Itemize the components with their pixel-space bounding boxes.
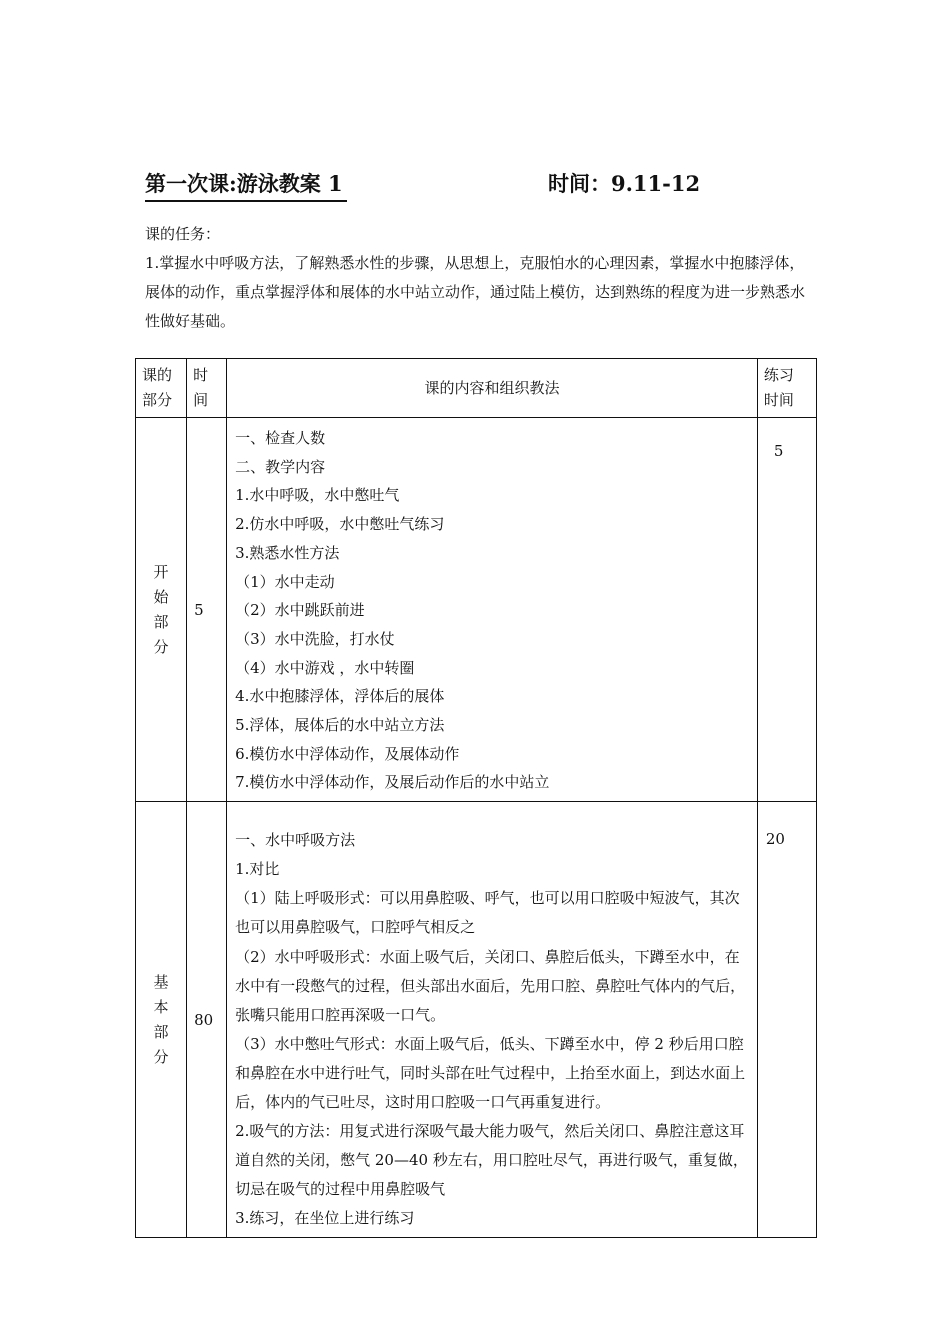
lesson-task [145,220,815,336]
part-label-start [136,418,187,802]
content-line: （1）陆上呼吸形式：可以用鼻腔吸、呼气，也可以用口腔吸中短波气，其次也可以用鼻腔吸气，口腔呼气相反之 [235,889,740,937]
header-practice-line: 时间 [763,391,794,409]
task-text: 1.掌握水中呼吸方法，了解熟悉水性的步骤，从思想上，克服怕水的心理因素，掌握水中抱膝浮体，展体的动作，重点掌握浮体和展体的水中站立动作，通过陆上模仿，达到熟练的程度为进一步熟悉水性做好基础。 [145,254,806,330]
content-line: （4）水中游戏 ，水中转圈 [235,658,415,677]
content-line: （3）水中憋吐气形式：水面上吸气后，低头、下蹲至水中，停 2 秒后用口腔和鼻腔在水中进行吐气，同时头部在吐气过程中，上抬至水面上，到达水面上后，体内的气已吐尽，这时用口腔吸一口气再重复进行。 [235,1034,746,1111]
content-line: 一、检查人数 [235,429,326,447]
header-time [187,359,227,418]
table-row-start [136,418,817,802]
practice-start [757,418,816,802]
part-char: 本 [153,997,169,1016]
header-time-line: 时 [193,366,209,384]
part-char: 部 [153,612,169,631]
part-char: 开 [153,562,169,581]
content-line: 2.吸气的方法：用复式进行深吸气最大能力吸气，然后关闭口、鼻腔注意这耳道自然的关闭，憋气 20—40 秒左右，用口腔吐尽气，再进行吸气，重复做，切忌在吸气的过程中用鼻腔吸气 [235,1122,748,1199]
content-line: 4.水中抱膝浮体，浮体后的展体 [235,687,445,706]
lesson-table [135,358,817,1238]
part-char: 分 [153,1047,169,1066]
lesson-title: 第一次课:游泳教案 1 [145,168,347,202]
table-header-row [136,359,817,418]
part-char: 部 [153,1022,169,1041]
part-label-basic [136,802,187,1238]
part-char: 基 [153,972,169,991]
header-part-line: 课的 [142,366,173,384]
content-line: 6.模仿水中浮体动作，及展体动作 [235,744,460,763]
time-basic: 80 [187,802,227,1238]
content-line: 2.仿水中呼吸，水中憋吐气练习 [235,515,445,534]
time-start: 5 [187,418,227,802]
content-line: （1）水中走动 [235,572,335,591]
content-line: 1.水中呼吸，水中憋吐气 [235,486,400,505]
content-line: （2）水中呼吸形式：水面上吸气后，关闭口、鼻腔后低头，下蹲至水中，在水中有一段憋气的过程，但头部出水面后，先用口腔、鼻腔吐气体内的气后，张嘴只能用口腔再深吸一口气。 [235,947,746,1024]
content-start [227,418,758,802]
header-part-line: 部分 [142,391,173,409]
content-line: 7.模仿水中浮体动作，及展后动作后的水中站立 [235,773,550,792]
practice-basic [757,802,816,1238]
content-line: 3.熟悉水性方法 [235,543,340,562]
content-basic [227,802,758,1238]
content-line: 5.浮体，展体后的水中站立方法 [235,716,445,735]
table-row-basic [136,802,817,1238]
practice-value: 20 [765,830,785,849]
header-part [136,359,187,418]
lesson-heading [145,168,765,208]
practice-value: 5 [773,442,784,460]
part-char: 始 [153,587,169,606]
content-line: 一、水中呼吸方法 [235,831,356,850]
header-practice [757,359,816,418]
content-line: （2）水中跳跃前进 [235,601,365,620]
task-label: 课的任务： [145,225,221,243]
content-line: （3）水中洗脸，打水仗 [235,629,395,648]
header-practice-line: 练习 [763,366,794,384]
content-line: 二、教学内容 [235,457,326,476]
lesson-time: 时间：9.11-12 [548,171,701,196]
header-content: 课的内容和组织教法 [227,359,758,418]
header-time-line: 间 [193,391,209,409]
content-line: 3.练习，在坐位上进行练习 [235,1209,415,1228]
content-line: 1.对比 [235,860,280,879]
part-char: 分 [153,637,169,656]
